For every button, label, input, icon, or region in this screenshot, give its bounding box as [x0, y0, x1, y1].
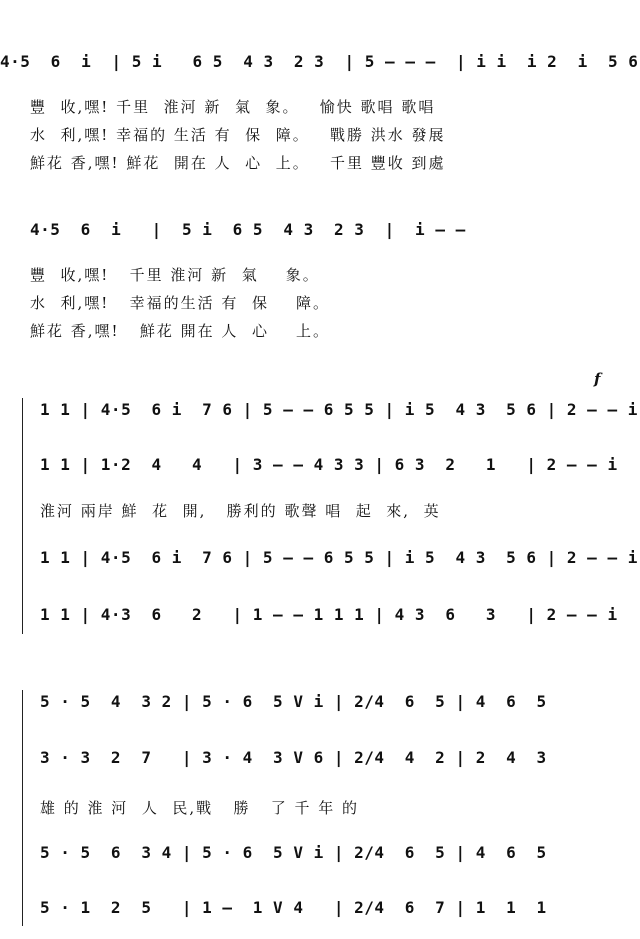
system3-staff-2: 1 1 | 1·2 4 4 | 3 — — 4 3 3 | 6 3 2 1 | 2 — — i — [40, 455, 618, 474]
system4-lyrics: 雄 的 淮 河 人 民,戰 勝 了 千 年 的 — [40, 799, 360, 817]
system4-staff-1: 5 · 5 4 3 2 | 5 · 6 5 V i | 2/4 6 5 | 4 6 5 — [40, 692, 547, 711]
system3-staff-3: 1 1 | 4·5 6 i 7 6 | 5 — — 6 5 5 | i 5 4 3 5 6 | 2 — — i — [40, 548, 638, 567]
system3-staff-4: 1 1 | 4·3 6 2 | 1 — — 1 1 1 | 4 3 6 3 | 2 — — i — [40, 605, 618, 624]
system2-lyric-1: 豐 收,嘿! 千里 淮河 新 氣 象。 — [30, 266, 320, 284]
system4-brace — [22, 690, 23, 926]
system1-notes: 4·5 6 i | 5 i 6 5 4 3 2 3 | 5 — — — | i i i 2 i 5 6 — [0, 52, 639, 71]
dynamic-forte: f — [594, 370, 601, 388]
system1-lyric-1: 豐 收,嘿! 千里 淮河 新 氣 象。 愉快 歌唱 歌唱 — [30, 98, 436, 116]
system1-lyric-3: 鮮花 香,嘿! 鮮花 開在 人 心 上。 千里 豐收 到處 — [30, 154, 446, 172]
system4-staff-4: 5 · 1 2 5 | 1 — 1 V 4 | 2/4 6 7 | 1 1 1 — [40, 898, 547, 917]
system2-lyric-2: 水 利,嘿! 幸福的生活 有 保 障。 — [30, 294, 331, 312]
system3-lyrics: 淮河 兩岸 鮮 花 開, 勝利的 歌聲 唱 起 來, 英 — [40, 502, 441, 520]
system3-brace — [22, 398, 23, 634]
system2-notes: 4·5 6 i | 5 i 6 5 4 3 2 3 | i — — — [30, 220, 466, 239]
system3-staff-1: 1 1 | 4·5 6 i 7 6 | 5 — — 6 5 5 | i 5 4 3 5 6 | 2 — — i — [40, 400, 638, 419]
system4-staff-2: 3 · 3 2 7 | 3 · 4 3 V 6 | 2/4 4 2 | 2 4 3 — [40, 748, 547, 767]
system4-staff-3: 5 · 5 6 3 4 | 5 · 6 5 V i | 2/4 6 5 | 4 6 5 — [40, 843, 547, 862]
system2-lyric-3: 鮮花 香,嘿! 鮮花 開在 人 心 上。 — [30, 322, 331, 340]
system1-lyric-2: 水 利,嘿! 幸福的 生活 有 保 障。 戰勝 洪水 發展 — [30, 126, 446, 144]
